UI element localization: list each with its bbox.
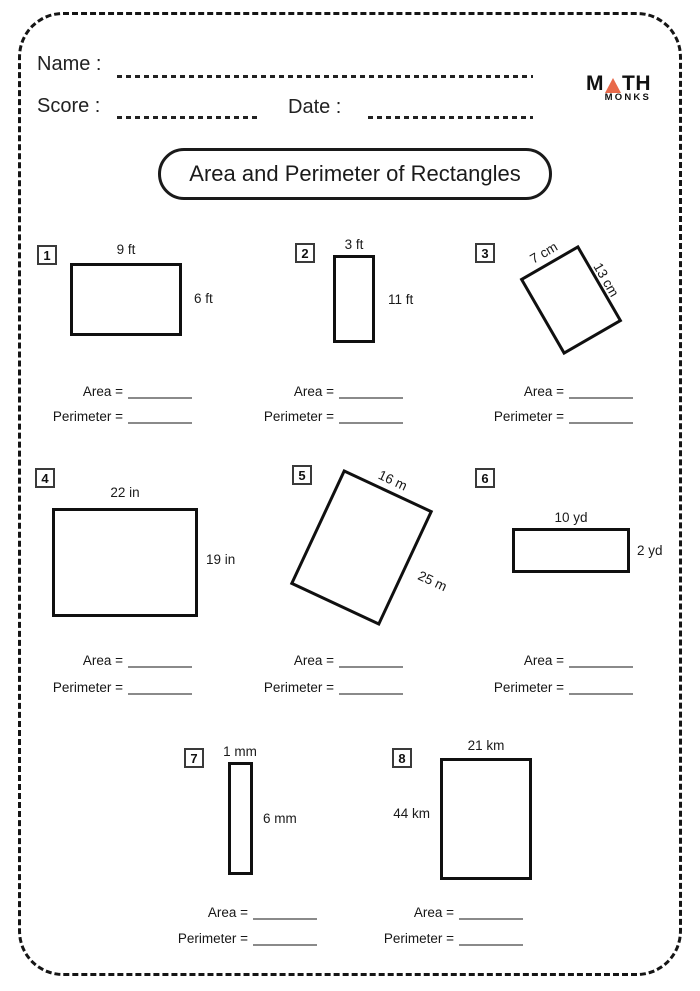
perimeter-answer-row [53,680,192,695]
problem-number: 3 [475,243,495,263]
area-answer-row [294,384,403,399]
rectangle-shape [440,758,532,880]
area-label: Area = [413,905,454,920]
height-dimension-label: 44 km [393,806,430,821]
perimeter-answer-row [53,409,192,424]
area-label: Area = [293,384,334,399]
perimeter-label: Perimeter = [52,680,123,695]
perimeter-label: Perimeter = [263,680,334,695]
perimeter-answer-row [494,680,633,695]
area-answer-row [294,653,403,668]
perimeter-answer-row [264,409,403,424]
problem-number: 7 [184,748,204,768]
score-label: Score : [37,95,101,117]
perimeter-answer-row [384,931,523,946]
area-answer-row [524,384,633,399]
name-fill-line[interactable] [117,75,533,78]
width-dimension-label: 21 km [467,738,505,753]
rectangle-shape [70,263,182,336]
problem-number: 2 [295,243,315,263]
area-answer-row [524,653,633,668]
problem-number: 6 [475,468,495,488]
area-answer-row [83,653,192,668]
height-dimension-label: 13 cm [590,260,622,300]
problem-number: 4 [35,468,55,488]
logo-wordmark [573,74,651,94]
area-label: Area = [82,653,123,668]
math-monks-logo [573,74,651,103]
date-fill-line[interactable] [368,116,533,119]
perimeter-answer-blank[interactable] [569,411,633,424]
width-dimension-label: 7 cm [527,238,561,267]
perimeter-answer-blank[interactable] [339,411,403,424]
logo-letters-th: TH [622,72,651,95]
area-label: Area = [523,653,564,668]
width-dimension-label: 10 yd [554,510,588,525]
perimeter-label: Perimeter = [493,409,564,424]
area-label: Area = [523,384,564,399]
area-answer-row [208,905,317,920]
problem-number: 1 [37,245,57,265]
height-dimension-label: 6 ft [194,291,213,306]
logo-subtitle: MONKS [604,92,651,103]
area-answer-blank[interactable] [253,907,317,920]
height-dimension-label: 6 mm [263,811,297,826]
perimeter-answer-blank[interactable] [128,411,192,424]
area-answer-blank[interactable] [569,655,633,668]
worksheet-title: Area and Perimeter of Rectangles [158,148,552,200]
area-answer-row [83,384,192,399]
perimeter-answer-row [178,931,317,946]
perimeter-answer-row [494,409,633,424]
area-label: Area = [207,905,248,920]
width-dimension-label: 22 in [110,485,140,500]
width-dimension-label: 1 mm [223,744,257,759]
height-dimension-label: 2 yd [637,543,663,558]
width-dimension-label: 3 ft [344,237,364,252]
height-dimension-label: 19 in [206,552,236,567]
perimeter-label: Perimeter = [383,931,454,946]
perimeter-label: Perimeter = [263,409,334,424]
perimeter-answer-blank[interactable] [569,682,633,695]
area-answer-blank[interactable] [128,386,192,399]
height-dimension-label: 25 m [415,567,450,594]
perimeter-answer-blank[interactable] [253,933,317,946]
perimeter-answer-blank[interactable] [459,933,523,946]
height-dimension-label: 11 ft [388,292,414,307]
area-answer-row [414,905,523,920]
problem-number: 5 [292,465,312,485]
date-label: Date : [288,96,342,118]
triangle-icon [605,78,621,93]
perimeter-label: Perimeter = [493,680,564,695]
name-label: Name : [37,53,102,75]
area-answer-blank[interactable] [459,907,523,920]
rectangle-shape [512,528,630,573]
perimeter-label: Perimeter = [177,931,248,946]
rectangle-shape [52,508,198,617]
area-label: Area = [82,384,123,399]
problem-number: 8 [392,748,412,768]
perimeter-answer-blank[interactable] [339,682,403,695]
logo-letter-m: M [586,72,604,95]
area-label: Area = [293,653,334,668]
perimeter-answer-blank[interactable] [128,682,192,695]
score-fill-line[interactable] [117,116,260,119]
perimeter-label: Perimeter = [52,409,123,424]
width-dimension-label: 9 ft [116,242,136,257]
perimeter-answer-row [264,680,403,695]
area-answer-blank[interactable] [128,655,192,668]
rectangle-shape [333,255,375,343]
rectangle-shape [228,762,253,875]
width-dimension-label: 16 m [375,467,410,494]
area-answer-blank[interactable] [569,386,633,399]
area-answer-blank[interactable] [339,386,403,399]
area-answer-blank[interactable] [339,655,403,668]
